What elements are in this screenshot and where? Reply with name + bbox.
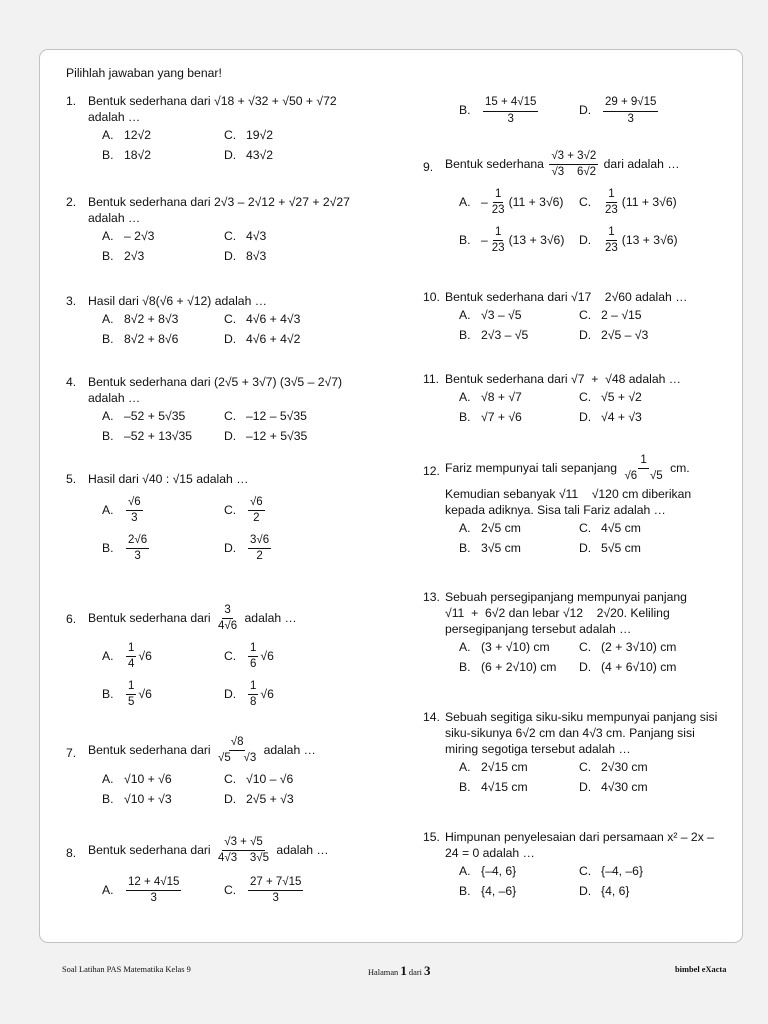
option-b[interactable]: B. 8√2 + 8√6 [102,331,179,346]
page-frame [39,49,743,943]
option-b[interactable]: B. {4, –6} [459,883,517,898]
options [459,388,733,428]
question-number: 12. [423,464,440,478]
option-c[interactable]: C. $\frac{1}{6}$ √6 [224,641,274,670]
option-b[interactable]: B. 18√2 [102,147,152,162]
question-number: 15. [423,830,440,844]
option-d[interactable]: D. 2√5 + √3 [224,791,294,806]
question-stem: Fariz mempunyai tali sepanjang $\frac{1}{√6 √5}$ cm. [445,454,690,483]
question-15 [423,830,733,902]
option-a[interactable]: A. √10 + √6 [102,771,172,786]
option-b[interactable]: B. √10 + √3 [102,791,172,806]
option-d[interactable]: D. {4, 6} [579,883,630,898]
option-b[interactable]: B. 3√5 cm [459,541,521,556]
options [459,758,733,798]
question-stem-cont: kepada adiknya. Sisa tali Fariz adalah … [445,503,666,518]
option-d[interactable]: D. $\frac{29 + 9√15}{3}$ [579,96,657,125]
option-d[interactable]: D. 43√2 [224,147,274,162]
option-a[interactable]: A. (3 + √10) cm [459,639,550,654]
option-d[interactable]: D. $\frac{3√6}{2}$ [224,534,270,563]
option-a[interactable]: A. $\frac{1}{4}$ √6 [102,641,152,670]
question-number: 1. [66,94,77,108]
option-b[interactable]: B. 2√3 – √5 [459,327,529,342]
options [102,871,396,909]
question-stem: Sebuah segitiga siku-siku mempunyai panjang sisi [445,710,718,724]
option-a[interactable]: A. –52 + 5√35 [102,408,186,423]
question-12 [423,454,733,559]
option-c[interactable]: C. {–4, –6} [579,863,644,878]
options [102,637,396,713]
question-number: 11. [423,372,440,386]
option-a[interactable]: A. $\frac{12 + 4√15}{3}$ [102,875,180,904]
question-6 [66,604,396,713]
options [459,183,733,259]
question-stem: Bentuk sederhana dari $\frac{√8}{√5 √3}$ adalah … [88,736,316,765]
question-number: 13. [423,590,440,604]
options [102,407,396,447]
option-b[interactable]: B. – $\frac{1}{23}$ (13 + 3√6) [459,225,565,254]
question-number: 2. [66,195,77,209]
question-stem: Hasil dari √40 : √15 adalah … [88,472,249,486]
question-stem: Bentuk sederhana dari √18 + √32 + √50 + √72 [88,94,337,108]
option-d[interactable]: D. 8√3 [224,248,267,263]
question-stem-cont: adalah … [88,210,141,225]
option-b[interactable]: B. $\frac{15 + 4√15}{3}$ [459,96,537,125]
footer-right: bimbel eXacta [675,965,727,974]
question-stem: Hasil dari √8(√6 + √12) adalah … [88,294,267,308]
question-stem: Bentuk sederhana dari $\frac{3}{4√6}$ adalah … [88,604,297,633]
question-stem-cont: adalah … [88,109,141,124]
options [459,92,733,130]
option-a[interactable]: A. √3 – √5 [459,307,522,322]
option-d[interactable]: D. $\frac{1}{23}$ (13 + 3√6) [579,225,678,254]
question-stem: Bentuk sederhana dari √17 2√60 adalah … [445,290,688,304]
question-14 [423,710,733,798]
options [459,306,733,346]
question-number: 3. [66,294,77,308]
option-a[interactable]: A. 2√5 cm [459,521,521,536]
option-b[interactable]: B. –52 + 13√35 [102,428,193,443]
options [102,126,396,166]
question-stem: Bentuk sederhana dari (2√5 + 3√7) (3√5 – 2√7) [88,375,343,389]
options [102,227,396,267]
page-indicator: Halaman 1 dari 3 [368,963,431,978]
option-c[interactable]: C. $\frac{√6}{2}$ [224,496,263,525]
options [459,638,733,678]
question-stem: Bentuk sederhana dari 2√3 – 2√12 + √27 + 2√27 [88,195,350,209]
question-5 [66,472,396,568]
option-b[interactable]: B. $\frac{1}{5}$ √6 [102,679,152,708]
question-number: 8. [66,846,77,860]
question-stem: Himpunan penyelesaian dari persamaan x² – 2x – [445,830,714,844]
option-b[interactable]: B. $\frac{2√6}{3}$ [102,534,148,563]
question-7 [66,736,396,809]
option-d[interactable]: D. 2√5 – √3 [579,327,649,342]
question-10 [423,290,733,346]
question-stem-cont: √11 + 6√2 dan lebar √12 2√20. Keliling [445,605,670,620]
option-a[interactable]: A. 12√2 [102,127,152,142]
option-d[interactable]: D. 4√6 + 4√2 [224,331,301,346]
question-stem-cont: Kemudian sebanyak √11 √120 cm diberikan [445,487,692,502]
option-d[interactable]: D. √4 + √3 [579,409,642,424]
option-c[interactable]: C. 2 – √15 [579,307,642,322]
question-9 [423,150,733,259]
option-c[interactable]: C. 19√2 [224,127,274,142]
options [102,492,396,568]
option-c[interactable]: C. √5 + √2 [579,389,642,404]
question-8 [66,836,396,909]
question-stem: Bentuk sederhana $\frac{√3 + 3√2}{√3 6√2}$ dari adalah … [445,150,680,179]
option-c[interactable]: C. (2 + 3√10) cm [579,639,677,654]
question-3 [66,294,396,350]
question-1 [66,94,396,166]
option-c[interactable]: C. 4√6 + 4√3 [224,311,301,326]
option-d[interactable]: D. 5√5 cm [579,541,641,556]
question-stem-cont: siku-sikunya 6√2 cm dan 4√3 cm. Panjang sisi [445,725,695,740]
option-c[interactable]: C. $\frac{27 + 7√15}{3}$ [224,875,302,904]
option-a[interactable]: A. – 2√3 [102,228,155,243]
option-c[interactable]: C. 4√3 [224,228,267,243]
option-a[interactable]: A. {–4, 6} [459,863,517,878]
option-d[interactable]: D. (4 + 6√10) cm [579,659,677,674]
question-4 [66,375,396,447]
option-b[interactable]: B. √7 + √6 [459,409,522,424]
question-stem-cont: miring segotiga tersebut adalah … [445,741,631,756]
question-stem-cont: adalah … [88,390,141,405]
question-number: 6. [66,612,77,626]
options [459,862,733,902]
option-d[interactable]: D. –12 + 5√35 [224,428,308,443]
option-c[interactable]: C. 4√5 cm [579,521,641,536]
options [102,769,396,809]
question-number: 10. [423,290,440,304]
option-a[interactable]: A. 2√15 cm [459,759,528,774]
question-stem: Bentuk sederhana dari √7 + √48 adalah … [445,372,681,386]
option-d[interactable]: D. $\frac{1}{8}$ √6 [224,679,274,708]
question-number: 9. [423,160,434,174]
option-a[interactable]: A. – $\frac{1}{23}$ (11 + 3√6) [459,187,564,216]
option-d[interactable]: D. 4√30 cm [579,779,648,794]
options [459,519,733,559]
question-number: 14. [423,710,440,724]
question-8-continued [423,92,733,130]
option-a[interactable]: A. 8√2 + 8√3 [102,311,179,326]
question-stem: Sebuah persegipanjang mempunyai panjang [445,590,687,604]
question-11 [423,372,733,428]
question-number: 7. [66,746,77,760]
option-b[interactable]: B. 2√3 [102,248,145,263]
footer-left: Soal Latihan PAS Matematika Kelas 9 [62,965,191,974]
option-c[interactable]: C. 2√30 cm [579,759,648,774]
options [102,310,396,350]
instruction: Pilihlah jawaban yang benar! [66,66,222,80]
option-c[interactable]: C. $\frac{1}{23}$ (11 + 3√6) [579,187,677,216]
question-stem-cont: persegipanjang tersebut adalah … [445,621,632,636]
question-stem-cont: 24 = 0 adalah … [445,845,535,860]
question-13 [423,590,733,678]
question-number: 5. [66,472,77,486]
option-a[interactable]: A. √8 + √7 [459,389,522,404]
question-stem: Bentuk sederhana dari $\frac{√3 + √5}{4√3 3√5}$ adalah … [88,836,329,865]
option-b[interactable]: B. (6 + 2√10) cm [459,659,557,674]
option-a[interactable]: A. $\frac{√6}{3}$ [102,496,141,525]
option-c[interactable]: C. √10 – √6 [224,771,294,786]
option-b[interactable]: B. 4√15 cm [459,779,528,794]
question-2 [66,195,396,267]
question-number: 4. [66,375,77,389]
option-c[interactable]: C. –12 – 5√35 [224,408,307,423]
